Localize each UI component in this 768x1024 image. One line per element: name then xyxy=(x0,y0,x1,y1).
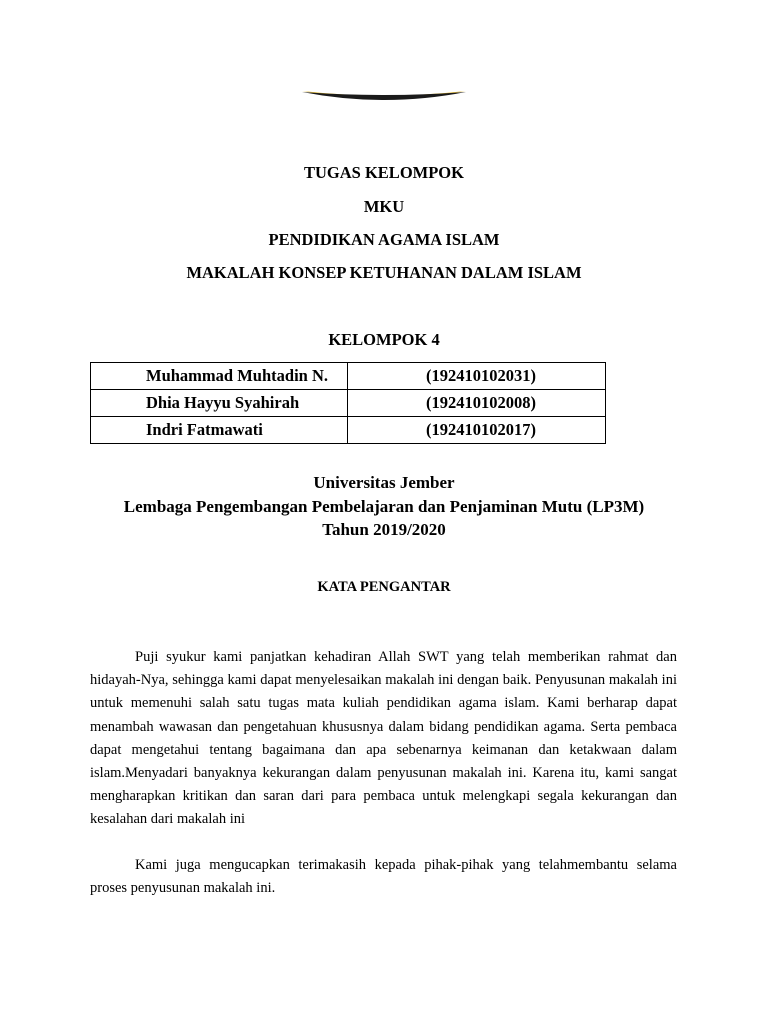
course-code: MKU xyxy=(363,197,405,216)
group-label: KELOMPOK 4 xyxy=(328,330,440,349)
foreword-paragraph-2: Kami juga mengucapkan terimakasih kepada pihak-pihak yang telahmembantu selama proses penyusunan makalah ini. xyxy=(90,857,677,897)
member-nim: (192410102031) xyxy=(348,363,606,390)
foreword-paragraph-1: Puji syukur kami panjatkan kehadiran Allah SWT yang telah memberikan rahmat dan hidayah-Nya, sehingga kami dapat menyelesaikan makalah ini dengan baik. Penyusunan makalah ini untuk memenuhi salah satu tugas mata kuliah pendidikan agama islam. Kami berharap dapat menambah wawasan dan pengetahuan khususnya dalam bidang pendidikan agama. Serta pembaca dapat mengetahui tentang bagaimana dan apa sebenarnya keimanan dan ketakwaan dalam islam.Menyadari banyaknya kekurangan dalam penyusunan makalah ini. Karena itu, kami sangat mengharapkan kritikan dan saran dari para pembaca untuk melengkapi segala kekurangan dan kesalahan dari makalah ini xyxy=(90,649,677,828)
foreword-heading: KATA PENGANTAR xyxy=(317,579,451,595)
document-title: TUGAS KELOMPOK xyxy=(304,163,464,182)
members-table xyxy=(90,362,606,444)
member-name: Indri Fatmawati xyxy=(91,417,348,444)
table-row xyxy=(91,417,606,444)
table-row xyxy=(91,363,606,390)
university-name: Universitas Jember xyxy=(313,473,455,492)
academic-year: Tahun 2019/2020 xyxy=(322,520,446,539)
course-name: PENDIDIKAN AGAMA ISLAM xyxy=(268,230,500,249)
member-name: Dhia Hayyu Syahirah xyxy=(91,390,348,417)
paper-title: MAKALAH KONSEP KETUHANAN DALAM ISLAM xyxy=(186,263,582,282)
table-row xyxy=(91,390,606,417)
member-nim: (192410102008) xyxy=(348,390,606,417)
member-name: Muhammad Muhtadin N. xyxy=(91,363,348,390)
university-logo-icon xyxy=(298,86,470,108)
institute-name: Lembaga Pengembangan Pembelajaran dan Penjaminan Mutu (LP3M) xyxy=(123,497,645,516)
member-nim: (192410102017) xyxy=(348,417,606,444)
